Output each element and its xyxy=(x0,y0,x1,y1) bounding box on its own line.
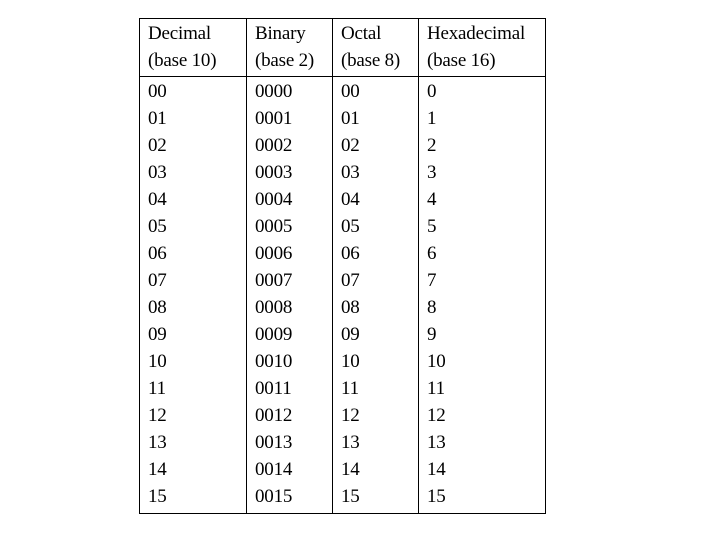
table-row xyxy=(140,321,546,348)
cell-hexadecimal: 9 xyxy=(419,321,546,348)
cell-binary: 0008 xyxy=(247,294,333,321)
cell-binary: 0009 xyxy=(247,321,333,348)
cell-octal: 09 xyxy=(333,321,419,348)
cell-hexadecimal: 6 xyxy=(419,240,546,267)
header-octal-base: (base 8) xyxy=(341,50,401,71)
header-row xyxy=(140,19,546,77)
cell-hexadecimal: 2 xyxy=(419,132,546,159)
cell-binary: 0001 xyxy=(247,105,333,132)
cell-decimal: 05 xyxy=(140,213,247,240)
cell-octal: 01 xyxy=(333,105,419,132)
cell-decimal: 00 xyxy=(140,77,247,106)
header-decimal xyxy=(140,19,247,77)
cell-decimal: 11 xyxy=(140,375,247,402)
cell-octal: 12 xyxy=(333,402,419,429)
table-row xyxy=(140,429,546,456)
header-hexadecimal-title: Hexadecimal xyxy=(427,23,526,44)
table-row xyxy=(140,77,546,106)
cell-binary: 0011 xyxy=(247,375,333,402)
cell-hexadecimal: 8 xyxy=(419,294,546,321)
cell-decimal: 04 xyxy=(140,186,247,213)
table-row xyxy=(140,456,546,483)
table-body xyxy=(140,77,546,514)
header-octal-title: Octal xyxy=(341,23,382,44)
cell-decimal: 02 xyxy=(140,132,247,159)
table-row xyxy=(140,375,546,402)
cell-octal: 06 xyxy=(333,240,419,267)
table-row xyxy=(140,132,546,159)
header-binary xyxy=(247,19,333,77)
cell-hexadecimal: 12 xyxy=(419,402,546,429)
cell-binary: 0013 xyxy=(247,429,333,456)
cell-hexadecimal: 11 xyxy=(419,375,546,402)
table-row xyxy=(140,240,546,267)
cell-octal: 11 xyxy=(333,375,419,402)
cell-binary: 0002 xyxy=(247,132,333,159)
table-row xyxy=(140,267,546,294)
cell-binary: 0007 xyxy=(247,267,333,294)
cell-binary: 0004 xyxy=(247,186,333,213)
cell-hexadecimal: 0 xyxy=(419,77,546,106)
cell-binary: 0012 xyxy=(247,402,333,429)
cell-binary: 0015 xyxy=(247,483,333,514)
cell-decimal: 08 xyxy=(140,294,247,321)
cell-octal: 14 xyxy=(333,456,419,483)
cell-binary: 0010 xyxy=(247,348,333,375)
cell-octal: 05 xyxy=(333,213,419,240)
cell-decimal: 12 xyxy=(140,402,247,429)
cell-binary: 0006 xyxy=(247,240,333,267)
table-row xyxy=(140,213,546,240)
cell-binary: 0005 xyxy=(247,213,333,240)
cell-hexadecimal: 3 xyxy=(419,159,546,186)
table-row xyxy=(140,483,546,514)
table-row xyxy=(140,186,546,213)
cell-octal: 13 xyxy=(333,429,419,456)
cell-decimal: 15 xyxy=(140,483,247,514)
cell-decimal: 09 xyxy=(140,321,247,348)
cell-hexadecimal: 4 xyxy=(419,186,546,213)
table-row xyxy=(140,105,546,132)
cell-octal: 15 xyxy=(333,483,419,514)
cell-decimal: 06 xyxy=(140,240,247,267)
cell-binary: 0000 xyxy=(247,77,333,106)
header-hexadecimal-base: (base 16) xyxy=(427,50,496,71)
table-row xyxy=(140,348,546,375)
cell-decimal: 13 xyxy=(140,429,247,456)
cell-hexadecimal: 7 xyxy=(419,267,546,294)
cell-octal: 07 xyxy=(333,267,419,294)
cell-hexadecimal: 1 xyxy=(419,105,546,132)
cell-decimal: 01 xyxy=(140,105,247,132)
table-row xyxy=(140,402,546,429)
number-base-conversion-table xyxy=(139,18,546,514)
cell-hexadecimal: 14 xyxy=(419,456,546,483)
header-decimal-base: (base 10) xyxy=(148,50,217,71)
header-binary-title: Binary xyxy=(255,23,306,44)
header-hexadecimal xyxy=(419,19,546,77)
header-octal xyxy=(333,19,419,77)
table-row xyxy=(140,294,546,321)
table-header xyxy=(140,19,546,77)
table-row xyxy=(140,159,546,186)
cell-binary: 0003 xyxy=(247,159,333,186)
cell-octal: 10 xyxy=(333,348,419,375)
cell-hexadecimal: 13 xyxy=(419,429,546,456)
cell-octal: 02 xyxy=(333,132,419,159)
header-decimal-title: Decimal xyxy=(148,23,211,44)
header-binary-base: (base 2) xyxy=(255,50,315,71)
cell-hexadecimal: 5 xyxy=(419,213,546,240)
cell-decimal: 07 xyxy=(140,267,247,294)
cell-decimal: 03 xyxy=(140,159,247,186)
cell-octal: 04 xyxy=(333,186,419,213)
cell-octal: 03 xyxy=(333,159,419,186)
cell-binary: 0014 xyxy=(247,456,333,483)
cell-octal: 08 xyxy=(333,294,419,321)
cell-hexadecimal: 10 xyxy=(419,348,546,375)
cell-octal: 00 xyxy=(333,77,419,106)
cell-decimal: 10 xyxy=(140,348,247,375)
cell-decimal: 14 xyxy=(140,456,247,483)
cell-hexadecimal: 15 xyxy=(419,483,546,514)
